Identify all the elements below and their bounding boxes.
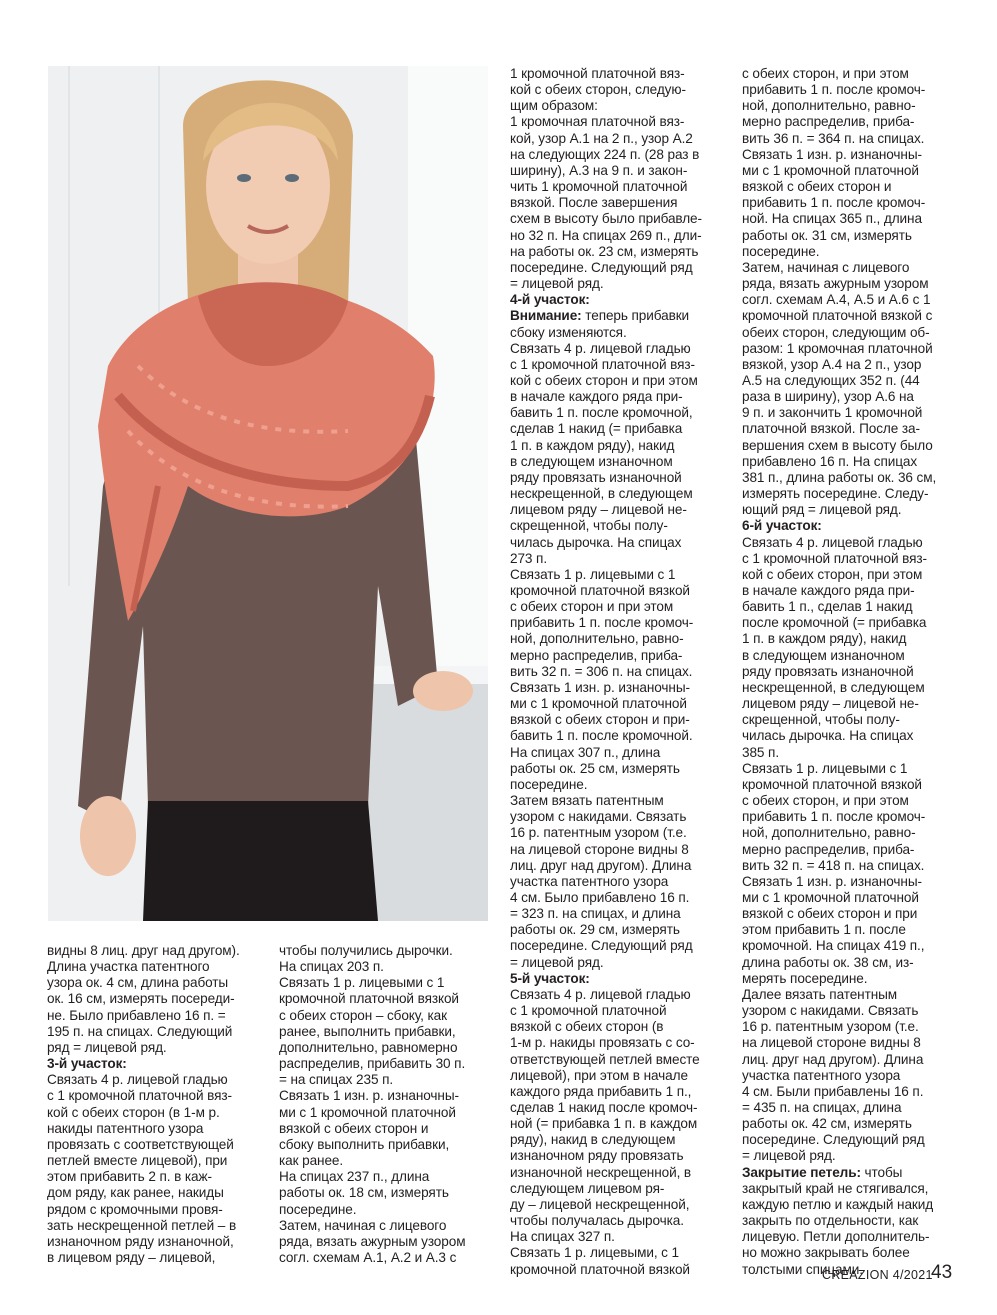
paragraph: чтобы получились дырочки. На спицах 203 п. Связать 1 р. лицевыми с 1 кромочной платочной вязкой с обеих сторон – сбоку, как ранее, выполнить прибавки, дополнительно, равномерно распределив, прибавить 30 п. = на спицах 235 п. Связать 1 изн. р. изнаночны- ми с 1 кромочной платочной вязкой с обеих сторон и сбоку выполнить прибавки, как ранее. На спицах 237 п., длина работы ок. 18 см, измерять посередине. Затем, начиная с лицевого ряда, вязать ажурным узором согл. схемам А.1, А.2 и А.3 с bbox=[279, 943, 466, 1265]
section-heading: 4-й участок: bbox=[510, 292, 590, 308]
paragraph: Связать 4 р. лицевой гладью с 1 кромочной платочной вяз- кой с обеих сторон, при этом в начале каждого ряда при- бавить 1 п., сделав 1 накид после кромочной (= прибавка 1 п. в каждом ряду), накид в следующем изнаночном ряду провязать изнаночной нескрещенной, в следующем лицевом ряду – лицевой не- скрещенной, чтобы полу- чилась дырочка. На спицах 385 п. Связать 1 р. лицевыми с 1 кромочной платочной вязкой с обеих сторон, и при этом прибавить 1 п. после кромоч- ной, дополнительно, равно- мерно распределив, приба- вить 32 п. = 418 п. на спицах. Связать 1 изн. р. изнаночны- ми с 1 кромочной платочной вязкой с обеих сторон и при этом прибавить 1 п. после кромочной. На спицах 419 п., длина работы ок. 38 см, из- мерять посередине. Далее вязать патентным узором с накидами. Связать 16 р. патентным узором (т.е. на лицевой стороне видны 8 лиц. друг над другом). Длина участка патентного узора 4 см. Были прибавлены 16 п. = 435 п. на спицах, длина работы ок. 42 см, измерять посередине. Следующий ряд = лицевой ряд. bbox=[742, 534, 927, 1164]
section-heading: 5-й участок: bbox=[510, 970, 590, 986]
paragraph: Внимание: теперь прибавки сбоку изменяются. bbox=[510, 308, 690, 340]
paragraph: Связать 4 р. лицевой гладью с 1 кромочной платочной вязкой с обеих сторон (в 1-м р. накиды провязать с со- ответствующей петлей вместе лицевой), при этом в начале каждого ряда прибавить 1 п., сделав 1 накид после кромоч- ной (= прибавка 1 п. в каждом ряду), накид в следующем изнаночном ряду провязать изнаночной нескрещенной, в следующем лицевом ря- ду – лицевой нескрещенной, чтобы получалась дырочка. На спицах 327 п. Связать 1 р. лицевыми, с 1 кромочной платочной вязкой bbox=[510, 986, 700, 1277]
paragraph: Связать 4 р. лицевой гладью с 1 кромочной платочной вяз- кой с обеих сторон (в 1-м р. накиды патентного узора провязать с соответствующей петлей вместе лицевой), при этом прибавить 2 п. в каж- дом ряду, как ранее, накиды рядом с кромочными провя- зать нескрещенной петлей – в изнаночном ряду изнаночной, в лицевом ряду – лицевой, bbox=[47, 1072, 237, 1265]
magazine-issue-label: CREAZION 4/2021 bbox=[822, 1268, 933, 1282]
model-photo bbox=[48, 66, 488, 921]
paragraph: с обеих сторон, и при этом прибавить 1 п. после кромоч- ной, дополнительно, равно- мерно распределив, приба- вить 36 п. = 364 п. на спицах. Связать 1 изн. р. изнаночны- ми с 1 кромочной платочной вязкой с обеих сторон и прибавить 1 п. после кромоч- ной. На спицах 365 п., длина работы ок. 31 см, измерять посередине. Затем, начиная с лицевого ряда, вязать ажурным узором согл. схемам А.4, А.5 и А.6 с 1 кромочной платочной вязкой с обеих сторон, следующим об- разом: 1 кромочная платочной вязкой, узор А.4 на 2 п., узор А.5 на следующих 352 п. (44 раза в ширину), узор А.6 на 9 п. и закончить 1 кромочной платочной вязкой. После за- вершения схем в высоту было прибавлено 16 п. На спицах 381 п., длина работы ок. 36 см, измерять посередине. Следу- ющий ряд = лицевой ряд. bbox=[742, 66, 937, 518]
page-number: 43 bbox=[931, 1262, 953, 1283]
paragraph: Закрытие петель: чтобы закрытый край не стягивался, каждую петлю и каждый накид закрыть по отдельности, как лицевую. Петли дополнитель- но можно закрывать более толстыми спицами. bbox=[742, 1164, 934, 1277]
paragraph: видны 8 лиц. друг над другом). Длина участка патентного узора ок. 4 см, длина работы ок. 16 см, измерять посереди- не. Было прибавлено 16 п. = 195 п. на спицах. Следующий ряд = лицевой ряд. bbox=[47, 943, 240, 1055]
section-heading: 3-й участок: bbox=[47, 1056, 127, 1072]
text-column-bottom-middle bbox=[279, 943, 504, 1263]
paragraph: 1 кромочной платочной вяз- кой с обеих сторон, следую- щим образом: 1 кромочная платочной вяз- кой, узор А.1 на 2 п., узор А.2 на следующих 224 п. (28 раз в ширину), А.3 на 9 п. и закон- чить 1 кромочной платочной вязкой. После завершения схем в высоту было прибавле- но 32 п. На спицах 269 п., дли- на работы ок. 23 см, измерять посередине. Следующий ряд = лицевой ряд. bbox=[510, 66, 702, 292]
text-column-right-1 bbox=[510, 66, 730, 1277]
section-heading: 6-й участок: bbox=[742, 518, 822, 534]
text-column-bottom-left bbox=[47, 943, 272, 1263]
paragraph: Связать 4 р. лицевой гладью с 1 кромочной платочной вяз- кой с обеих сторон и при этом в начале каждого ряда при- бавить 1 п. после кромочной, сделав 1 накид (= прибавка 1 п. в каждом ряду), накид в следующем изнаночном ряду провязать изнаночной нескрещенной, в следующем лицевом ряду – лицевой не- скрещенной, чтобы полу- чилась дырочка. На спицах 273 п. Связать 1 р. лицевыми с 1 кромочной платочной вязкой с обеих сторон и при этом прибавить 1 п. после кромоч- ной, дополнительно, равно- мерно распределив, приба- вить 32 п. = 306 п. на спицах. Связать 1 изн. р. изнаночны- ми с 1 кромочной платочной вязкой с обеих сторон и при- бавить 1 п. после кромочной. На спицах 307 п., длина работы ок. 25 см, измерять посередине. Затем вязать патентным узором с накидами. Связать 16 р. патентным узором (т.е. на лицевой стороне видны 8 лиц. друг над другом). Длина участка патентного узора 4 см. Было прибавлено 16 п. = 323 п. на спицах, и длина работы ок. 29 см, измерять посередине. Следующий ряд = лицевой ряд. bbox=[510, 340, 698, 970]
